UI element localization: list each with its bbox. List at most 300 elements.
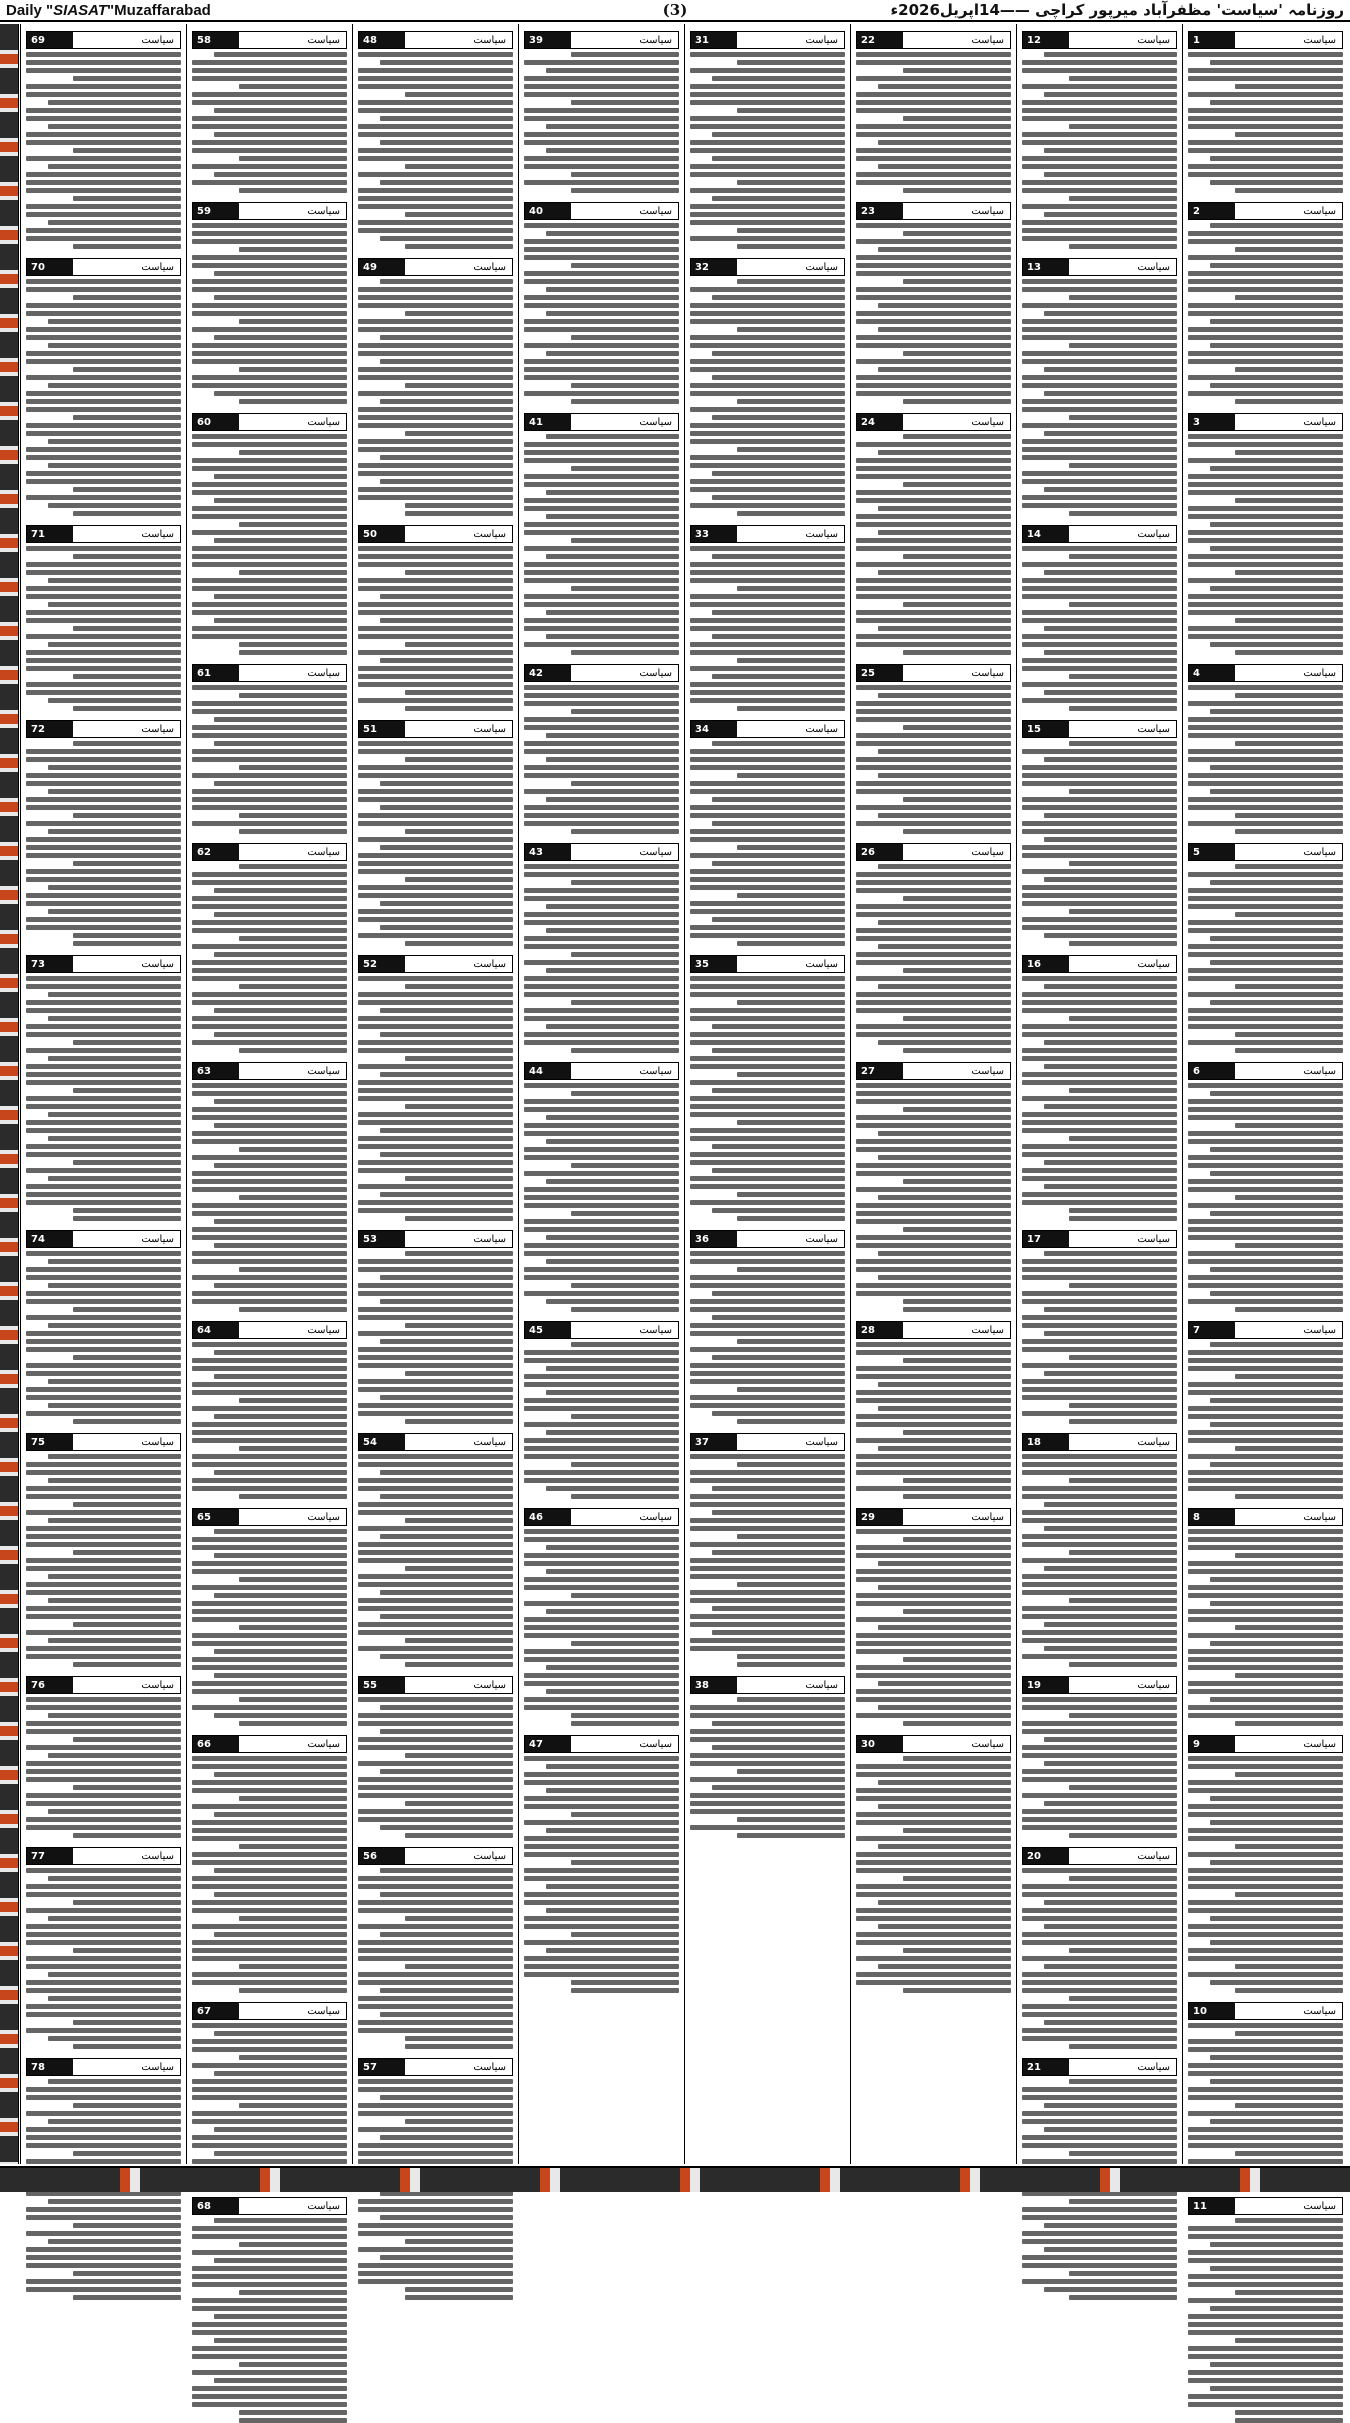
text-line [192,1040,347,1045]
text-line [1044,1646,1177,1651]
text-line [571,586,680,591]
item-tag [358,720,513,738]
text-line [524,343,679,348]
text-line [192,2330,347,2335]
text-line [524,1446,679,1451]
text-line [1022,1630,1177,1635]
text-line [524,482,679,487]
news-item [690,255,845,516]
item-tag-brand: سیاست [1137,2061,1170,2073]
text-line [1022,992,1177,997]
text-line [405,1566,514,1571]
text-line [192,351,347,356]
body-text-lines [358,1251,513,1424]
text-line [26,1761,181,1766]
text-line [1069,1713,1178,1718]
text-line [1235,1964,1344,1969]
text-line [690,925,845,930]
text-line [856,255,1011,260]
text-line [1069,1598,1178,1603]
text-line [26,2004,181,2009]
text-line [903,829,1012,834]
text-line [214,1553,347,1558]
text-line [358,666,513,671]
text-line [524,960,679,965]
text-line [358,2223,513,2228]
text-line [1022,1980,1177,1985]
text-line [358,1948,513,1953]
text-line [1188,1259,1343,1264]
text-line [26,1462,181,1467]
text-line [1022,1638,1177,1643]
body-text-lines [856,864,1011,1053]
item-number: 66 [197,1738,211,1750]
item-number: 59 [197,205,211,217]
text-line [1188,1876,1343,1881]
text-line [73,1785,182,1790]
text-line [358,1761,513,1766]
text-line [856,1422,1011,1427]
text-line [737,1697,846,1702]
text-line [1022,666,1177,671]
text-line [358,423,513,428]
text-line [524,279,679,284]
text-line [712,351,845,356]
text-line [73,244,182,249]
text-line [26,1064,181,1069]
news-item [26,1227,181,1424]
body-text-lines [690,546,845,711]
text-line [546,351,679,356]
text-line [524,76,679,81]
text-line [192,872,347,877]
text-line [73,1355,182,1360]
text-line [878,327,1011,332]
text-line [1188,1852,1343,1857]
text-line [1235,693,1344,698]
text-line [214,271,347,276]
body-text-lines [358,1454,513,1667]
body-text-lines [690,741,845,946]
text-line [380,60,513,65]
item-number: 20 [1027,1850,1041,1862]
text-line [26,1534,181,1539]
text-line [712,196,845,201]
text-line [239,1844,348,1849]
text-line [856,1000,1011,1005]
text-line [1210,180,1343,185]
text-line [358,1972,513,1977]
text-line [1188,1932,1343,1937]
text-line [380,1705,513,1710]
body-text-lines [192,2023,347,2188]
item-number: 67 [197,2005,211,2017]
item-tag-brand: سیاست [1137,261,1170,273]
item-tag [1022,525,1177,543]
item-number: 25 [861,667,875,679]
text-line [571,263,680,268]
text-line [524,506,679,511]
text-line [524,1040,679,1045]
text-line [546,904,679,909]
text-line [524,391,679,396]
text-line [380,1395,513,1400]
text-line [1044,148,1177,153]
text-line [1188,2087,1343,2092]
text-line [1188,1561,1343,1566]
body-text-lines [1022,546,1177,711]
text-line [358,1908,513,1913]
text-line [1188,1131,1343,1136]
item-tag [856,1321,1011,1339]
body-text-lines [1188,2218,1343,2423]
text-line [358,447,513,452]
text-line [48,439,181,444]
text-line [690,984,845,989]
text-line [1022,164,1177,169]
text-line [26,781,181,786]
text-line [737,228,846,233]
text-line [192,140,347,145]
text-line [856,992,1011,997]
text-line [856,1892,1011,1897]
text-line [690,1379,845,1384]
text-line [26,1908,181,1913]
text-line [737,1120,846,1125]
text-line [1044,837,1177,842]
text-line [358,1713,513,1718]
text-line [546,1486,679,1491]
text-line [358,2103,513,2108]
text-line [737,941,846,946]
body-text-lines [1022,1697,1177,1838]
item-tag-brand: سیاست [1137,528,1170,540]
text-line [856,60,1011,65]
text-line [1188,1633,1343,1638]
text-line [690,287,845,292]
item-number: 37 [695,1436,709,1448]
text-line [48,1016,181,1021]
text-line [48,909,181,914]
item-tag-brand: سیاست [1303,1511,1336,1523]
text-line [192,1956,347,1961]
item-tag [524,1321,679,1339]
text-line [1188,255,1343,260]
text-line [690,1598,845,1603]
text-line [192,578,347,583]
text-line [358,1315,513,1320]
text-line [214,132,347,137]
news-item [690,28,845,249]
text-line [1022,1000,1177,1005]
text-line [856,1601,1011,1606]
text-line [214,538,347,543]
text-line [192,2079,347,2084]
text-line [903,351,1012,356]
text-line [1235,84,1344,89]
item-tag-brand: سیاست [473,1679,506,1691]
text-line [903,1828,1012,1833]
news-item [192,410,347,655]
text-line [214,52,347,57]
text-line [214,1008,347,1013]
text-line [1044,391,1177,396]
item-tag [690,31,845,49]
text-line [1188,1283,1343,1288]
text-line [856,1486,1011,1491]
text-line [690,1259,845,1264]
text-line [192,1980,347,1985]
text-line [903,1478,1012,1483]
text-line [26,1940,181,1945]
text-line [524,578,679,583]
text-line [192,1948,347,1953]
text-line [856,765,1011,770]
text-line [26,335,181,340]
text-line [737,1072,846,1077]
text-line [1235,570,1344,575]
text-line [856,311,1011,316]
text-line [26,279,181,284]
item-tag-brand: سیاست [805,1233,838,1245]
text-line [856,1649,1011,1654]
text-line [856,1569,1011,1574]
text-line [1188,992,1343,997]
item-number: 38 [695,1679,709,1691]
text-line [358,933,513,938]
text-line [358,1646,513,1651]
text-line [878,450,1011,455]
text-line [48,1574,181,1579]
text-line [192,2282,347,2287]
text-line [358,108,513,113]
item-tag-brand: سیاست [141,528,174,540]
text-line [856,685,1011,690]
text-line [856,335,1011,340]
text-line [405,431,514,436]
text-line [73,1833,182,1838]
text-line [192,757,347,762]
text-line [192,2298,347,2303]
text-line [358,917,513,922]
text-line [26,447,181,452]
text-line [524,1633,679,1638]
text-line [380,279,513,284]
text-line [1022,2087,1177,2092]
text-line [856,1972,1011,1977]
text-line [192,976,347,981]
text-line [690,463,845,468]
text-line [192,231,347,236]
text-line [358,765,513,770]
text-line [1188,1713,1343,1718]
item-tag-brand: سیاست [1303,205,1336,217]
text-line [405,1104,514,1109]
text-line [856,717,1011,722]
text-line [1022,1008,1177,1013]
text-line [1022,2111,1177,2116]
text-line [903,231,1012,236]
text-line [571,952,680,957]
text-line [358,797,513,802]
text-line [405,1964,514,1969]
text-line [239,84,348,89]
text-line [1188,2370,1343,2375]
text-line [358,554,513,559]
text-line [524,1382,679,1387]
text-line [524,1243,679,1248]
text-line [856,100,1011,105]
text-line [1235,1123,1344,1128]
text-line [48,1638,181,1643]
text-line [1188,2047,1343,2052]
text-line [1022,1574,1177,1579]
text-line [1188,271,1343,276]
text-line [192,920,347,925]
text-line [192,1681,347,1686]
news-item [856,1059,1011,1312]
news-item [358,717,513,946]
text-line [690,1112,845,1117]
text-line [192,1689,347,1694]
text-line [1188,2135,1343,2140]
text-line [192,1665,347,1670]
text-line [1022,1315,1177,1320]
text-line [1235,1307,1344,1312]
text-line [712,1721,845,1726]
text-line [192,634,347,639]
text-line [26,2287,181,2292]
text-line [1188,1593,1343,1598]
text-line [73,554,182,559]
text-line [405,570,514,575]
text-line [358,495,513,500]
text-line [903,482,1012,487]
text-line [571,399,680,404]
text-line [546,231,679,236]
text-line [737,845,846,850]
news-item [1022,952,1177,1221]
text-line [214,2378,347,2383]
text-line [856,642,1011,647]
text-line [737,447,846,452]
item-tag [26,31,181,49]
text-line [690,1454,845,1459]
text-line [712,1048,845,1053]
text-line [571,880,680,885]
text-line [26,2111,181,2116]
text-line [48,1259,181,1264]
text-line [1188,2298,1343,2303]
text-line [524,1478,679,1483]
text-line [690,236,845,241]
text-line [192,960,347,965]
text-line [1188,976,1343,981]
text-line [524,1123,679,1128]
item-tag [524,664,679,682]
item-tag [524,1735,679,1753]
text-line [1210,1147,1343,1152]
news-item [524,1059,679,1312]
text-line [1022,2012,1177,2017]
text-line [903,188,1012,193]
text-line [524,594,679,599]
text-line [1210,2362,1343,2367]
text-line [571,1342,680,1347]
text-line [405,941,514,946]
text-line [524,805,679,810]
text-line [856,1553,1011,1558]
text-line [1044,1964,1177,1969]
text-line [1210,1291,1343,1296]
text-line [571,1091,680,1096]
text-line [903,1430,1012,1435]
item-number: 50 [363,528,377,540]
text-line [214,1593,347,1598]
text-line [737,1000,846,1005]
text-line [26,140,181,145]
text-line [690,1128,845,1133]
text-line [690,1080,845,1085]
text-line [239,829,348,834]
text-line [239,765,348,770]
text-line [239,450,348,455]
text-line [1022,359,1177,364]
news-item [358,1430,513,1667]
text-line [856,757,1011,762]
text-line [690,1622,845,1627]
text-line [878,1780,1011,1785]
text-line [1022,853,1177,858]
text-line [358,148,513,153]
body-text-lines [524,1529,679,1726]
text-line [358,546,513,551]
item-tag-brand: سیاست [971,1738,1004,1750]
text-line [26,1884,181,1889]
text-line [214,1812,347,1817]
news-item [1022,522,1177,711]
text-line [1235,650,1344,655]
text-line [690,1403,845,1408]
text-line [405,642,514,647]
item-number: 41 [529,416,543,428]
text-line [1188,375,1343,380]
text-line [214,1713,347,1718]
text-line [1188,1804,1343,1809]
news-item [856,840,1011,1053]
text-line [856,498,1011,503]
text-line [358,1502,513,1507]
text-line [1044,311,1177,316]
text-line [1188,1430,1343,1435]
text-line [712,1630,845,1635]
news-item [856,28,1011,193]
text-line [1188,1115,1343,1120]
text-line [712,1144,845,1149]
text-line [856,1788,1011,1793]
text-line [690,909,845,914]
text-line [358,375,513,380]
item-tag [1188,1062,1343,1080]
item-number: 55 [363,1679,377,1691]
text-line [856,92,1011,97]
text-line [690,164,845,169]
text-line [1188,1478,1343,1483]
item-tag [192,1062,347,1080]
text-line [1188,2314,1343,2319]
text-line [192,1486,347,1491]
text-line [712,132,845,137]
